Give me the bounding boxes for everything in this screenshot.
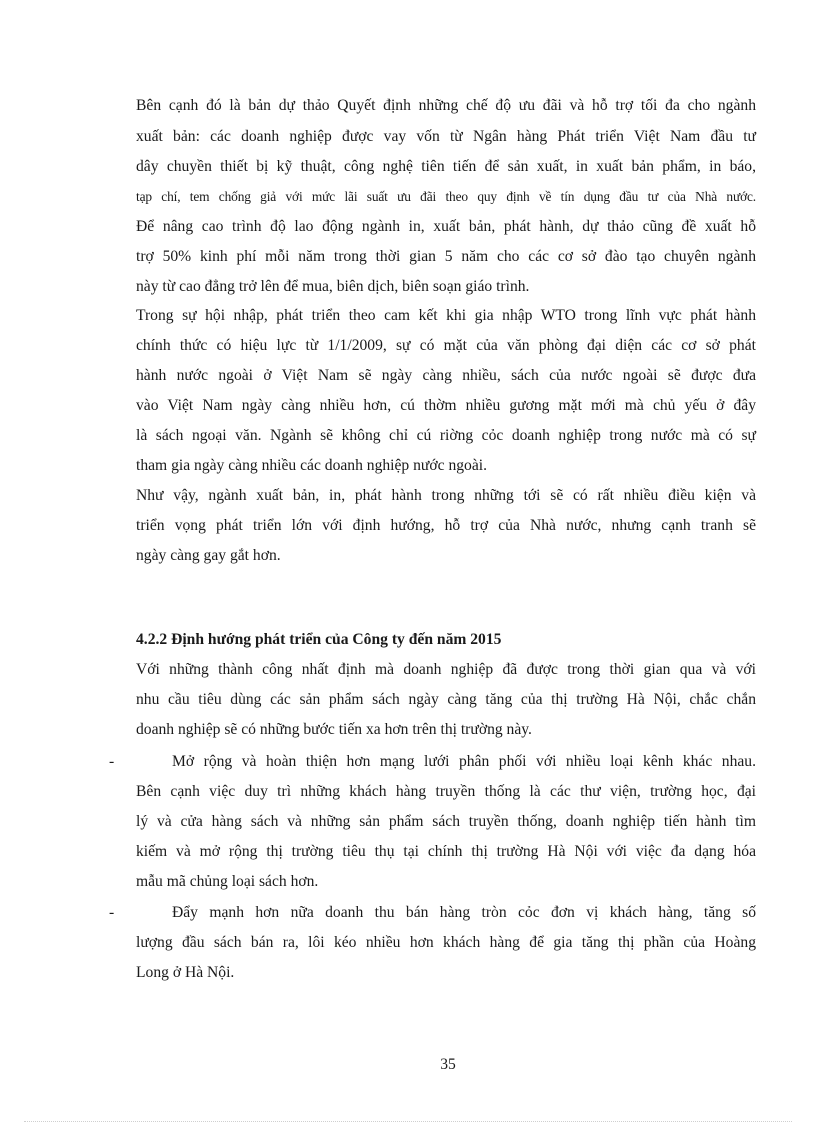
page-number: 35 xyxy=(440,1056,456,1073)
text-line: vào Việt Nam ngày càng nhiều hơn, cú thờm nhiều gương mặt mới mà chủ yếu ở đây xyxy=(136,397,756,414)
text-line: lượng đầu sách bán ra, lôi kéo nhiều hơn khách hàng để gia tăng thị phần của Hoàng xyxy=(136,934,756,951)
section-heading: 4.2.2 Định hướng phát triển của Công ty đến năm 2015 xyxy=(136,631,502,648)
text-line: hành nước ngoài ở Việt Nam sẽ ngày càng nhiều, sách của nước ngoài sẽ được đưa xyxy=(136,367,756,384)
bullet-dash: - xyxy=(109,904,115,921)
text-line: Long ở Hà Nội. xyxy=(136,964,235,981)
text-line: mẫu mã chủng loại sách hơn. xyxy=(136,873,319,890)
text-line: xuất bản: các doanh nghiệp được vay vốn từ Ngân hàng Phát triển Việt Nam đầu tư xyxy=(136,128,756,145)
text-line: Đẩy mạnh hơn nữa doanh thu bán hàng tròn cỏc đơn vị khách hàng, tăng số xyxy=(172,904,756,921)
text-line: Bên cạnh việc duy trì những khách hàng truyền thống là các thư viện, trường học, đại xyxy=(136,783,756,800)
text-line: Như vậy, ngành xuất bản, in, phát hành trong những tới sẽ có rất nhiều điều kiện và xyxy=(136,487,756,504)
text-line: doanh nghiệp sẽ có những bước tiến xa hơn trên thị trường này. xyxy=(136,721,532,738)
text-line: Mở rộng và hoàn thiện hơn mạng lưới phân phối với nhiều loại kênh khác nhau. xyxy=(172,753,756,770)
bullet-dash: - xyxy=(109,753,115,770)
text-line: triển vọng phát triển lớn với định hướng, hỗ trợ của Nhà nước, nhưng cạnh tranh sẽ xyxy=(136,517,756,534)
text-line: kiếm và mở rộng thị trường tiêu thụ tại chính thị trường Hà Nội với việc đa dạng hóa xyxy=(136,843,756,860)
text-line: Với những thành công nhất định mà doanh nghiệp đã được trong thời gian qua và với xyxy=(136,661,756,678)
text-line: này từ cao đẳng trở lên để mua, biên dịch, biên soạn giáo trình. xyxy=(136,278,530,295)
text-line: dây chuyền thiết bị kỹ thuật, công nghệ tiên tiến để sản xuất, in xuất bản phẩm, in báo, xyxy=(136,158,756,175)
text-line: ngày càng gay gắt hơn. xyxy=(136,547,281,564)
page-bottom-rule xyxy=(24,1121,792,1122)
text-line: Trong sự hội nhập, phát triển theo cam kết khi gia nhập WTO trong lĩnh vực phát hành xyxy=(136,307,756,324)
text-line: trợ 50% kinh phí mỗi năm trong thời gian 5 năm cho các cơ sở đào tạo chuyên ngành xyxy=(136,248,756,265)
text-line: tham gia ngày càng nhiều các doanh nghiệp nước ngoài. xyxy=(136,457,487,474)
text-line: là sách ngoại văn. Ngành sẽ không chỉ cú riờng cỏc doanh nghiệp trong nước mà có sự xyxy=(136,427,756,444)
text-line: tạp chí, tem chống giả với mức lãi suất ưu đãi theo quy định về tín dụng đầu tư của Nhà nước. xyxy=(136,189,756,204)
text-line: Bên cạnh đó là bản dự thảo Quyết định những chế độ ưu đãi và hỗ trợ tối đa cho ngành xyxy=(136,97,756,114)
text-line: Để nâng cao trình độ lao động ngành in, xuất bản, phát hành, dự thảo cũng đề xuất hỗ xyxy=(136,218,756,235)
text-line: lý và cửa hàng sách và những sản phẩm sách truyền thống, doanh nghiệp tiến hành tìm xyxy=(136,813,756,830)
text-line: chính thức có hiệu lực từ 1/1/2009, sự có mặt của văn phòng đại diện các cơ sở phát xyxy=(136,337,756,354)
text-line: nhu cầu tiêu dùng các sản phẩm sách ngày càng tăng của thị trường Hà Nội, chắc chắn xyxy=(136,691,756,708)
